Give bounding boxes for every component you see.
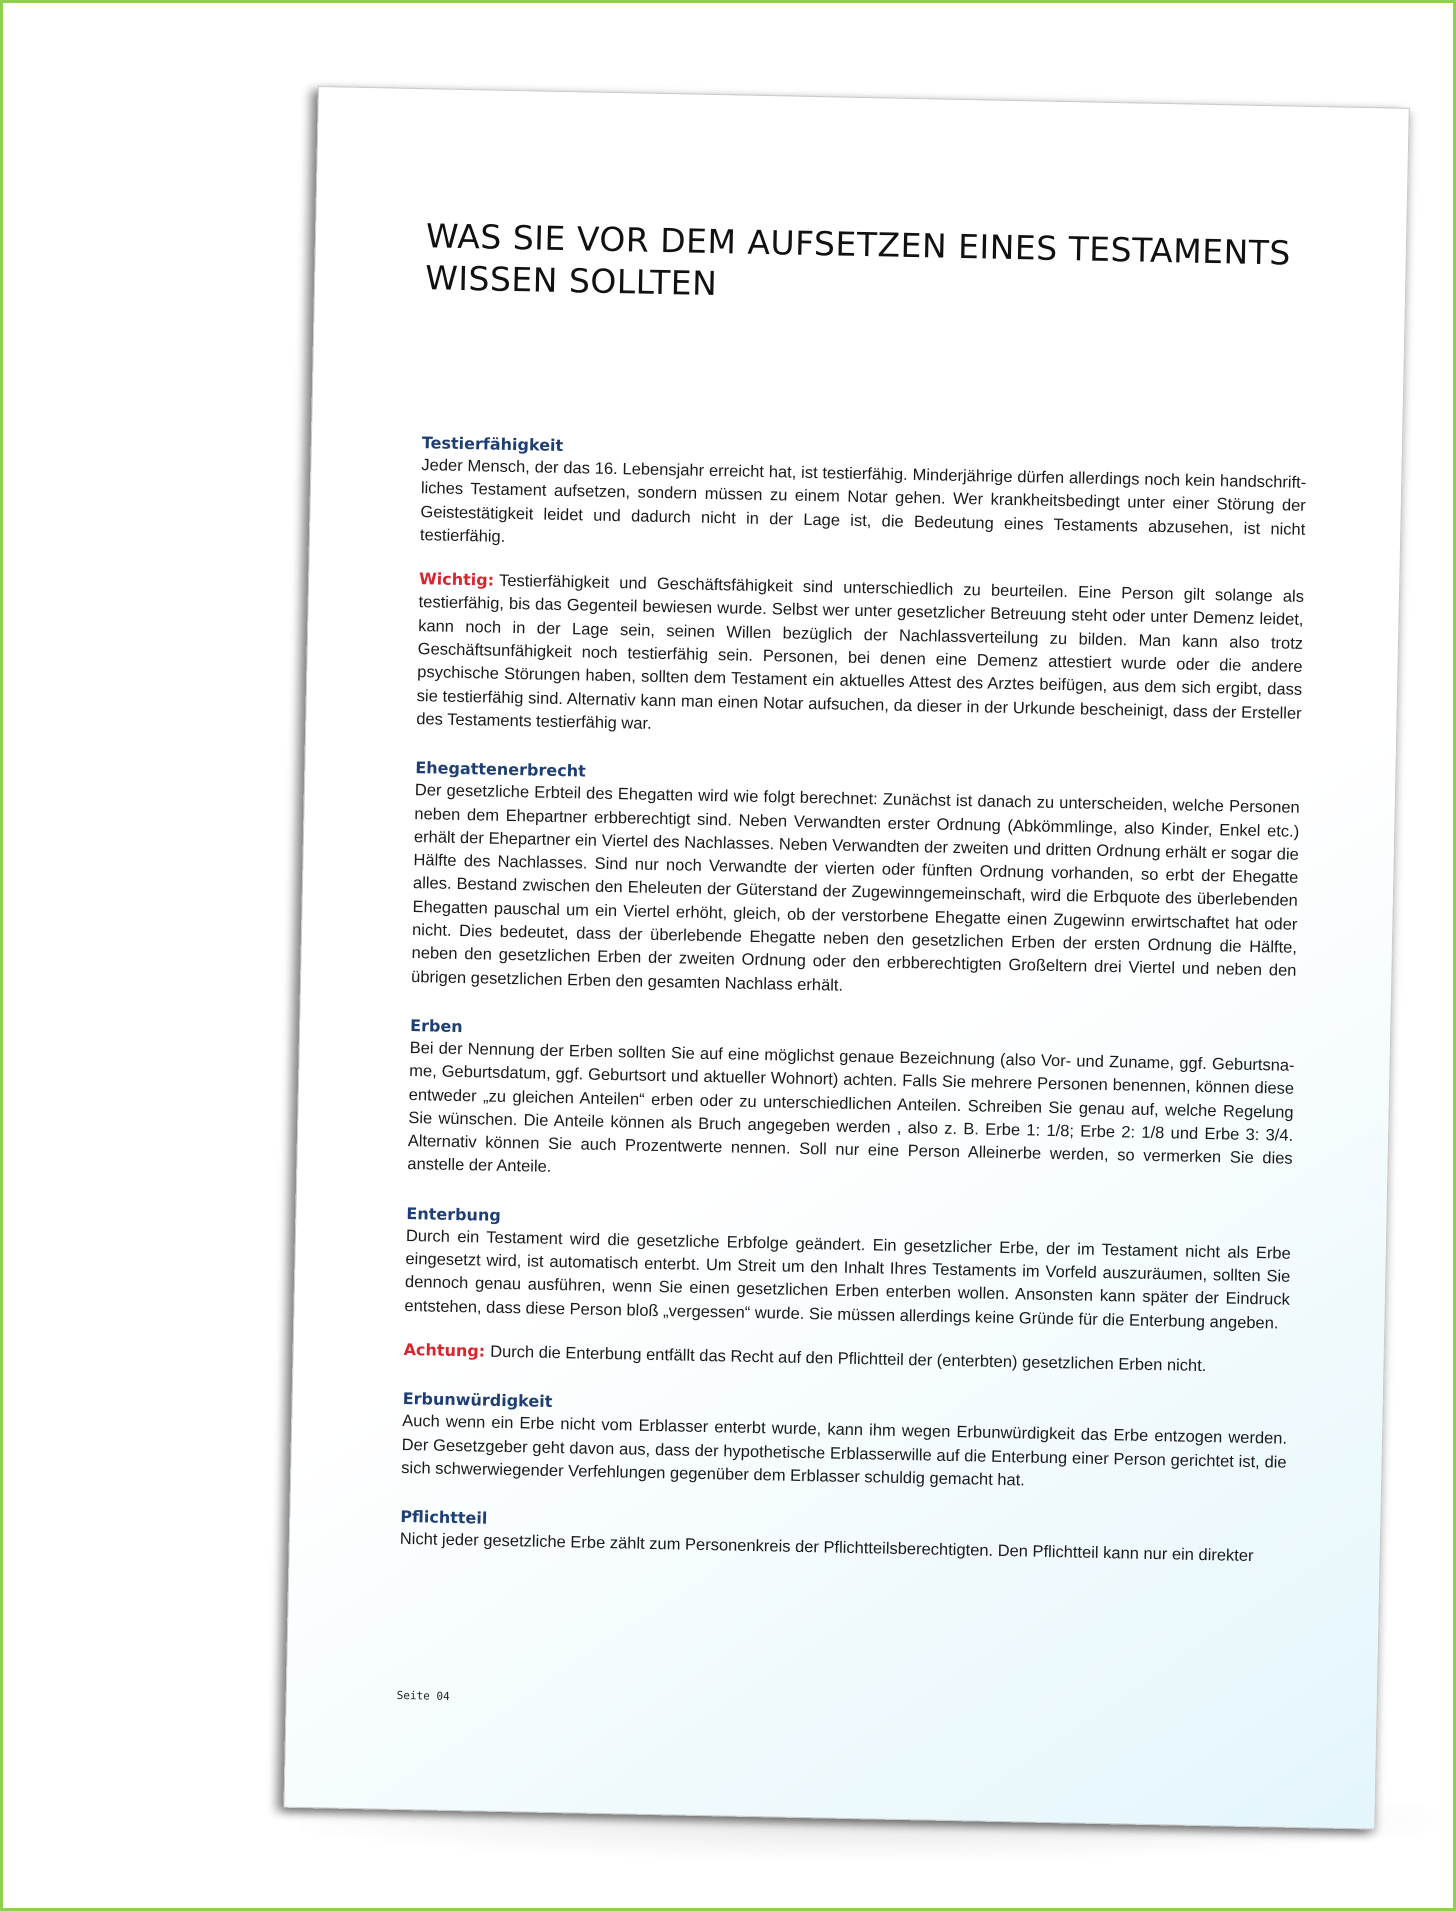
note-label-wichtig: Wichtig: [418, 569, 495, 590]
note-paragraph [416, 567, 1304, 749]
section-heading: Erbunwürdigkeit [402, 1389, 553, 1412]
note-achtung [403, 1338, 1288, 1380]
section-heading: Ehegattenerbrecht [415, 758, 586, 781]
section-enterbung [404, 1203, 1291, 1336]
section-heading: Erben [409, 1015, 463, 1037]
section-erben [407, 1015, 1295, 1195]
section-heading: Pflichtteil [400, 1507, 488, 1528]
note-text: Testierfähigkeit und Geschäftsfähigkeit sind unterschiedlich zu beurteilen. Eine Person gilt solange als testierfähig, bis das Gegenteil bewiesen wurde. Selbst wer unter gesetzlicher Betreuung steht oder unter Demenz leidet, kann noch in der Lage sein, seinen Willen bezüglich der Nachlassverteilung zu bilden. Man kann also trotz Geschäftsunfähigkeit noch testierfähig sein. Personen, bei denen eine Demenz attestiert wurde oder die andere psychische Störungen haben, sollten dem Testament ein aktuelles Attest des Arztes beifügen, aus dem sich ergibt, dass sie testierfähig sind. Alternativ kann man einen Notar aufsuchen, da dieser in der Urkunde bescheinigt, dass der Ersteller des Testaments testierfähig war. [416, 571, 1305, 733]
section-testierfaehigkeit [420, 432, 1307, 565]
section-paragraph: Nicht jeder gesetzliche Erbe zählt zum Personenkreis der Pflichtteilsberechtigten. Den Pflichtteil kann nur ein direkter [399, 1530, 1254, 1566]
note-wichtig [416, 567, 1304, 749]
section-paragraph: Auch wenn ein Erbe nicht vom Erblasser enterbt wurde, kann ihm wegen Erbunwürdigkeit das Erbe entzogen werden. Der Gesetzgeber geht davon aus, dass der hypothetische Erblasserwille auf die Enterbung einer Person gerichtet ist, die sich schwerwiegender Verfehlungen gegenüber dem Erblasser schuldig gemacht hat. [401, 1412, 1288, 1490]
section-paragraph: Durch ein Testament wird die gesetzliche Erbfolge geändert. Ein gesetzlicher Erbe, der im Testament nicht als Erbe eingesetzt wird, ist automatisch enterbt. Um Streit um den Inhalt Ihres Testaments im Vorfeld auszuräumen, sollten Sie dennoch genau ausführen, wenn Sie einen gesetzlichen Erben enterben wollen. Ansonsten kann später der Eindruck entstehen, dass diese Person bloß „vergessen“ wurde. Sie müssen allerdings keine Gründe für die Enterbung angeben. [404, 1226, 1291, 1333]
section-paragraph: Jeder Mensch, der das 16. Lebensjahr erreicht hat, ist testierfähig. Minderjährige dürfen allerdings noch kein handschriftliches Testament aufsetzen, sondern müssen zu einem Notar gehen. Wer krankheitsbedingt unter einer Störung der Geistestätigkeit leidet und dadurch nicht in der Lage ist, die Bedeutung eines Testaments abzusehen, ist nicht testierfähig. [419, 456, 1307, 546]
section-ehegattenerbrecht [411, 757, 1300, 1006]
note-label-achtung: Achtung: [403, 1339, 486, 1361]
section-paragraph: Der gesetzliche Erbteil des Ehegatten wird wie folgt berechnet: Zunächst ist danach zu unterscheiden, welche Personen neben dem Ehepartner erbberechtigt sind. Neben Verwandten erster Ordnung (Abkömmlinge, also Kinder, Enkel etc.) erhält der Ehepartner ein Viertel des Nachlasses. Neben Verwandten der zweiten und dritten Ordnung erhält er sogar die Hälfte des Nachlasses. Sind nur noch Verwandte der vierten oder fünften Ordnung vorhanden, so erbt der Ehegatte alles. Bestand zwischen den Eheleuten der Güterstand der Zugewinngemeinschaft, wird die Erbquote des überlebenden Ehegatten pauschal um ein Viertel erhöht, gleich, ob der verstorbene Ehegatte einen Zugewinn erwirtschaftet hat oder nicht. Dies bedeutet, dass der überlebende Ehegatte neben den gesetzlichen Erben der ersten Ordnung die Hälfte, neben den gesetzlichen Erben der zweiten Ordnung oder den erbberechtigten Großeltern drei Viertel und neben den übrigen gesetzlichen Erben den gesamten Nachlass erhält. [410, 781, 1300, 995]
document-title: WAS SIE VOR DEM AUFSETZEN EINES TESTAMENTS WISSEN SOLLTEN [424, 216, 1292, 304]
document-page [283, 86, 1409, 1830]
document-body [399, 432, 1307, 1595]
section-erbunwuerdigkeit [401, 1388, 1288, 1498]
section-heading: Testierfähigkeit [421, 433, 564, 455]
note-paragraph [403, 1338, 1288, 1380]
page-number: Seite 04 [396, 1688, 450, 1703]
note-text: Durch die Enterbung entfällt das Recht auf den Pflichtteil der (enterbten) gesetzlichen Erben nicht. [490, 1342, 1207, 1375]
section-paragraph: Bei der Nennung der Erben sollten Sie auf eine möglichst genaue Bezeichnung (also Vor- und Zuname, ggf. Geburtsname, Geburtsdatum, ggf. Geburtsort und aktueller Wohnort) achten. Falls Sie mehrere Personen benennen, können diese entweder „zu gleichen Anteilen“ erben oder zu unterschiedlichen Anteilen. Schreiben Sie genau auf, welche Regelung Sie wünschen. Die Anteile können als Bruch angegeben werden , also z. B. Erbe 1: 1/8; Erbe 2: 1/8 und Erbe 3: 3/4. Alternativ können Sie auch Prozentwerte nennen. Soll nur eine Person Alleinerbe werden, so vermerken Sie dies anstelle der Anteile. [407, 1038, 1295, 1177]
section-pflichtteil [400, 1506, 1286, 1569]
section-heading: Enterbung [406, 1203, 501, 1225]
